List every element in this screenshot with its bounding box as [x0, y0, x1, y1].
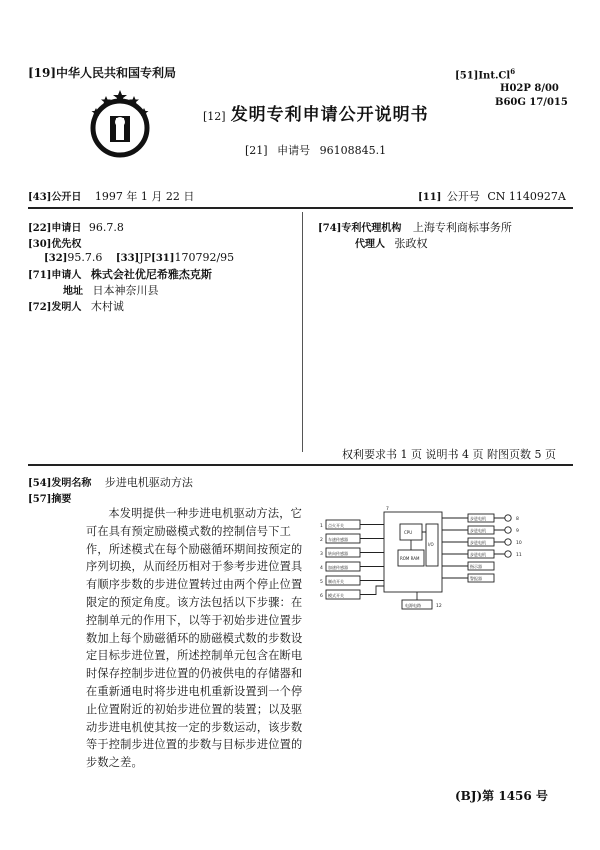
intcl-edition: 6 — [510, 67, 516, 76]
figure-ref-4: 4 — [320, 566, 323, 571]
priority-date-tag: [32] — [44, 253, 68, 264]
figure-ref-2: 2 — [320, 538, 323, 543]
figure-label-motor-2: 步进电机 — [470, 528, 486, 533]
figure-label-brake-switch: 制动开关 — [328, 579, 344, 584]
invention-title-value: 步进电机驱动方法 — [104, 476, 193, 489]
header-divider — [28, 207, 573, 209]
patent-office-name: [19]中华人民共和国专利局 — [28, 66, 177, 80]
intcl-label — [455, 67, 515, 81]
filing-date — [28, 219, 124, 234]
priority-tag-text: [30]优先权 — [28, 239, 82, 250]
figure-label-memory: ROM RAM — [400, 556, 420, 561]
priority-details — [44, 251, 234, 264]
publication-date — [28, 188, 194, 204]
agent-label: 代理人 — [355, 239, 385, 250]
figure-label-ignition-switch: 点火开关 — [328, 523, 344, 528]
page-count-summary: 权利要求书 1 页 说明书 4 页 附图页数 5 页 — [342, 448, 556, 461]
priority-number-tag: [31] — [151, 253, 175, 264]
figure-label-io: I/O — [428, 542, 434, 547]
agency-value: 上海专利商标事务所 — [412, 221, 512, 234]
publication-number-value: CN 1140927A — [487, 190, 566, 203]
priority-number-value: 170792/95 — [174, 251, 235, 264]
inventor-value: 木村诚 — [90, 300, 124, 313]
figure-ref-6: 6 — [320, 594, 323, 599]
abstract-body — [86, 505, 308, 772]
figure-label-acceleration-sensor: 加速传感器 — [328, 565, 348, 570]
document-type-title: 发明专利申请公开说明书 — [230, 105, 429, 125]
filing-date-tag: [22]申请日 — [28, 223, 82, 234]
biblio-divider — [28, 464, 573, 466]
figure-label-mode-switch: 模式开关 — [328, 593, 344, 598]
inventor-tag: [72]发明人 — [28, 302, 82, 313]
column-divider — [302, 212, 303, 452]
document-type-heading — [203, 100, 429, 125]
figure-label-cpu: CPU — [404, 530, 413, 535]
publication-date-tag: [43]公开日 — [28, 192, 82, 203]
publication-date-value: 1997 年 1 月 22 日 — [94, 190, 195, 203]
figure-label-steering-sensor: 转向传感器 — [328, 551, 348, 556]
figure-label-speed-sensor: 车速传感器 — [328, 537, 348, 542]
figure-ref-5: 5 — [320, 580, 323, 585]
patent-agent — [355, 235, 428, 251]
ipc-class-secondary: B60G 17/015 — [495, 97, 568, 108]
applicant-tag: [71]申请人 — [28, 270, 82, 281]
figure-ref-11: 11 — [516, 553, 522, 558]
invention-title-tag: [54]发明名称 — [28, 478, 92, 489]
publication-number-tag: [11] — [418, 192, 442, 203]
application-number-label: 申请号 — [277, 144, 311, 157]
applicant-address — [63, 282, 159, 298]
agency-tag: [74]专利代理机构 — [318, 223, 402, 234]
figure-ref-1: 1 — [320, 524, 323, 529]
representative-figure — [318, 500, 550, 610]
figure-ref-7: 7 — [386, 507, 389, 512]
priority-country-tag: [33] — [115, 253, 140, 264]
application-number-value: 96108845.1 — [319, 144, 387, 157]
publication-number-label: 公开号 — [446, 190, 480, 203]
address-label: 地址 — [63, 286, 83, 297]
figure-ref-3: 3 — [320, 552, 323, 557]
figure-label-motor-3: 步进电机 — [470, 540, 486, 545]
publication-number — [418, 188, 566, 204]
invention-title — [28, 474, 193, 490]
abstract-tag: [57]摘要 — [28, 494, 72, 505]
priority-country-value: JP — [139, 251, 152, 264]
abstract-heading — [28, 490, 71, 505]
figure-ref-9: 9 — [516, 529, 519, 534]
patent-office-emblem — [88, 88, 152, 160]
inventor — [28, 298, 124, 314]
priority-tag — [28, 235, 81, 250]
figure-label-alarm: 警报器 — [470, 576, 482, 581]
figure-label-indicator: 指示器 — [470, 564, 482, 569]
filing-date-value: 96.7.8 — [88, 221, 124, 234]
figure-label-power-circuit: 电源电路 — [405, 603, 421, 608]
figure-label-motor-4: 步进电机 — [470, 552, 486, 557]
footer-code: (BJ)第 1456 号 — [455, 789, 548, 803]
applicant — [28, 266, 212, 282]
patent-agency — [318, 219, 512, 235]
abstract-text: 本发明提供一种步进电机驱动方法，它可在具有预定励磁模式数的控制信号下工作，所述模式在每个励磁循环期间按预定的序列切换，从而经历相对于参考步进位置具有顺序步数的步进位置转过由两个停止位置限定的预定角度。该方法包括以下步骤：在控制单元的作用下，以等于初始步进位置步数加上每个励磁循环的励磁模式数的步数设定目标步进位置，所述控制单元包含在断电时保存控制步进位置的仍被供电的存储器和在重新通电时将步进电机重新设置到一个停止位置附近的初始步进位置的装置；以及驱动步进电机使其按一定的步数运动，该步数等于控制步进位置的步数与目标步进位置的步数之差。 — [86, 507, 303, 770]
priority-date-value: 95.7.6 — [67, 251, 103, 264]
figure-ref-8: 8 — [516, 517, 519, 522]
agent-value: 张政权 — [394, 237, 428, 250]
intcl-prefix: [51]Int.Cl — [455, 70, 511, 82]
applicant-value: 株式会社优尼希雅杰克斯 — [90, 268, 212, 281]
document-kind-code: [12] — [203, 110, 226, 123]
figure-ref-12: 12 — [436, 604, 442, 609]
address-value: 日本神奈川县 — [92, 284, 159, 297]
ipc-class-primary: H02P 8/00 — [500, 83, 559, 94]
figure-label-motor-1: 步进电机 — [470, 516, 486, 521]
application-number — [245, 142, 386, 158]
application-number-code: [21] — [245, 144, 268, 157]
figure-ref-10: 10 — [516, 541, 522, 546]
